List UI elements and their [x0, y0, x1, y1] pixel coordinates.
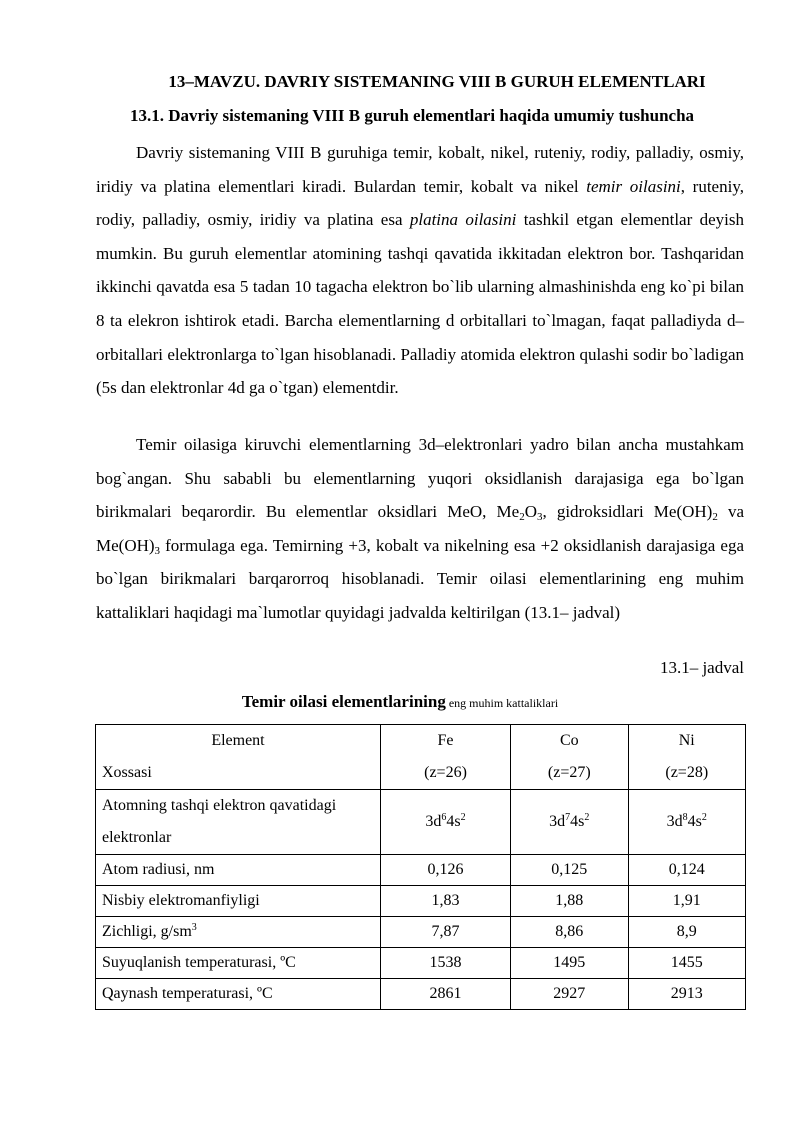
table-row: [96, 948, 746, 979]
paragraph-2: [96, 428, 744, 630]
table-cell: $3d^84s^2$: [628, 790, 745, 855]
table-cell: 1495: [511, 948, 628, 979]
header-cell-fe: [380, 725, 510, 790]
table-cell: 1,88: [511, 886, 628, 917]
table-cell: $3d^74s^2$: [511, 790, 628, 855]
table-row: [96, 855, 746, 886]
table-cell: 0,125: [511, 855, 628, 886]
text-run: , ruteniy, rodiy, palladiy, osmiy, iridiy va platina esa: [96, 176, 744, 230]
table-row: [96, 886, 746, 917]
header-property-label: Xossasi: [102, 764, 152, 781]
text-run: , gidroksidlari Me(OH): [542, 502, 713, 522]
row-label: Zichligi, $g/sm^3$: [96, 917, 381, 948]
element-symbol: Ni: [678, 732, 695, 749]
text-run: Davriy sistemaning VIII B guruhiga temir, kobalt, nikel, ruteniy, rodiy, palladiy, osmiy, iridiy va platina elementlari kiradi. Bulardan temir, kobalt va nikel: [96, 143, 744, 196]
table-cell: $3d^64s^2$: [380, 790, 510, 855]
subscript: 3: [536, 511, 543, 524]
table-cell: 2913: [628, 979, 745, 1010]
header-element-label: Element: [211, 732, 265, 749]
italic-term: platina oilasini: [409, 210, 517, 230]
subscript: 3: [154, 544, 161, 557]
table-row: [96, 790, 746, 855]
table-header-row: [96, 725, 746, 790]
caption-bold: Temir oilasi elementlarining: [241, 692, 446, 711]
row-label: Suyuqlanish temperaturasi, ºC: [96, 948, 381, 979]
table-cell: 1,83: [380, 886, 510, 917]
row-label: Nisbiy elektromanfiyligi: [96, 886, 381, 917]
table-cell: 1455: [628, 948, 745, 979]
table-cell: 0,124: [628, 855, 745, 886]
atomic-number: (z=27): [547, 764, 591, 781]
table-cell: 8,86: [511, 917, 628, 948]
table-cell: 7,87: [380, 917, 510, 948]
table-caption: [0, 692, 800, 712]
row-label: [96, 790, 381, 855]
table-cell: 2927: [511, 979, 628, 1010]
row-label-text: Atomning tashqi elektron qavatidagi elektronlar: [102, 797, 337, 846]
section-heading: 13.1. Davriy sistemaning VIII B guruh elementlari haqida umumiy tushuncha: [129, 106, 695, 125]
header-cell-element: [96, 725, 381, 790]
text-run: va Me(OH): [96, 502, 744, 555]
subscript: 2: [712, 511, 718, 524]
table-cell: 2861: [380, 979, 510, 1010]
header-cell-ni: [628, 725, 745, 790]
table-row: [96, 917, 746, 948]
caption-small: eng muhim kattaliklari: [445, 696, 559, 710]
atomic-number: (z=28): [665, 764, 709, 781]
table-number: 13.1– jadval: [659, 658, 744, 677]
element-symbol: Fe: [437, 732, 454, 749]
italic-term: temir oilasini: [586, 176, 681, 196]
text-run: formulaga ega. Temirning +3, kobalt va nikelning esa +2 oksidlanish darajasiga ega bo`lgan birikmalari barqarorroq hisoblanadi. Temir oilasi elementlarining eng muhim kattaliklari haqidagi ma`lumotlar quyidagi jadvalda keltirilgan (13.1– jadval): [96, 535, 744, 622]
table-cell: 1,91: [628, 886, 745, 917]
atomic-number: (z=26): [424, 764, 467, 781]
header-cell-co: [511, 725, 628, 790]
paragraph-1: [96, 136, 744, 405]
text-run: O: [524, 502, 537, 522]
properties-table: [95, 724, 746, 1010]
table-row: [96, 979, 746, 1010]
table-cell: 0,126: [380, 855, 510, 886]
row-label: Qaynash temperaturasi, ºC: [96, 979, 381, 1010]
text-run: Temir oilasiga kiruvchi elementlarning 3d–elektronlari yadro bilan ancha mustahkam bog`angan. Shu sababli bu elementlarning yuqori oksidlanish darajasiga ega bo`lgan birikmalari beqarordir. Bu elementlar oksidlari MeO, Me: [96, 435, 744, 522]
text-run: tashkil etgan elementlar deyish mumkin. Bu guruh elementlar atomining tashqi qavatida ikkitadan elektron bor. Tashqaridan ikkinchi qavatda esa 5 tadan 10 tagacha elektron bo`lib ularning almashinishda eng ko`pi bilan 8 ta elekron ishtirok etadi. Barcha elementlarning d orbitallari to`lmagan, faqat palladiyda d– orbitallari elektronlarga to`lgan hisoblanadi. Palladiy atomida elektron qulashi sodir bo`ladigan (5s dan elektronlar 4d ga o`tgan) elementdir.: [96, 210, 744, 398]
table-cell: 1538: [380, 948, 510, 979]
element-symbol: Co: [559, 732, 579, 749]
row-label: Atom radiusi, nm: [96, 855, 381, 886]
table-cell: 8,9: [628, 917, 745, 948]
page-title: 13–MAVZU. DAVRIY SISTEMANING VIII B GURUH ELEMENTLARI: [168, 72, 706, 91]
subscript: 2: [519, 511, 525, 524]
